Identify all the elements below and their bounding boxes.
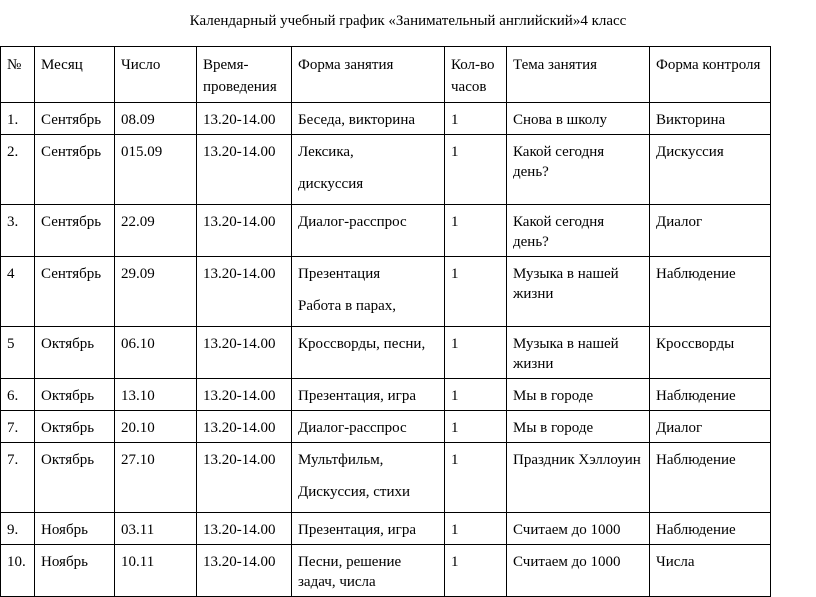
document-title: Календарный учебный график «Занимательный английский»4 класс [189, 13, 627, 29]
table-row [1, 327, 771, 379]
lesson-form-cell: Презентация, игра [292, 379, 445, 411]
time-cell: 13.20-14.00 [197, 379, 292, 411]
control-form-cell: Викторина [650, 103, 771, 135]
header-cell: Форма занятия [292, 47, 445, 103]
row-number-cell: 6. [1, 379, 35, 411]
date-cell: 29.09 [115, 257, 197, 327]
header-cell: Время- проведения [197, 47, 292, 103]
date-cell: 22.09 [115, 205, 197, 257]
table-row [1, 379, 771, 411]
row-number-cell: 7. [1, 411, 35, 443]
time-cell: 13.20-14.00 [197, 513, 292, 545]
time-cell: 13.20-14.00 [197, 103, 292, 135]
hours-cell: 1 [445, 411, 507, 443]
month-cell: Октябрь [35, 443, 115, 513]
hours-cell: 1 [445, 257, 507, 327]
row-number-cell: 3. [1, 205, 35, 257]
hours-cell: 1 [445, 379, 507, 411]
lesson-form-cell: Презентация Работа в парах, [292, 257, 445, 327]
lesson-form-cell: Лексика, дискуссия [292, 135, 445, 205]
topic-cell: Музыка в нашей жизни [507, 257, 650, 327]
month-cell: Сентябрь [35, 103, 115, 135]
control-form-cell: Наблюдение [650, 257, 771, 327]
hours-cell: 1 [445, 443, 507, 513]
control-form-cell: Наблюдение [650, 443, 771, 513]
row-number-cell: 4 [1, 257, 35, 327]
date-cell: 03.11 [115, 513, 197, 545]
header-cell: Месяц [35, 47, 115, 103]
date-cell: 27.10 [115, 443, 197, 513]
control-form-cell: Диалог [650, 205, 771, 257]
table-row [1, 545, 771, 597]
hours-cell: 1 [445, 327, 507, 379]
time-cell: 13.20-14.00 [197, 135, 292, 205]
month-cell: Ноябрь [35, 513, 115, 545]
lesson-form-cell: Кроссворды, песни, [292, 327, 445, 379]
header-cell: Форма контроля [650, 47, 771, 103]
topic-cell: Какой сегодня день? [507, 205, 650, 257]
schedule-table [0, 46, 771, 597]
control-form-cell: Наблюдение [650, 379, 771, 411]
time-cell: 13.20-14.00 [197, 327, 292, 379]
date-cell: 015.09 [115, 135, 197, 205]
time-cell: 13.20-14.00 [197, 205, 292, 257]
hours-cell: 1 [445, 205, 507, 257]
topic-cell: Мы в городе [507, 411, 650, 443]
lesson-form-cell: Диалог-расспрос [292, 411, 445, 443]
header-cell: № [1, 47, 35, 103]
date-cell: 10.11 [115, 545, 197, 597]
table-row [1, 443, 771, 513]
month-cell: Октябрь [35, 327, 115, 379]
row-number-cell: 1. [1, 103, 35, 135]
lesson-form-cell: Диалог-расспрос [292, 205, 445, 257]
header-cell: Число [115, 47, 197, 103]
table-body [1, 103, 771, 597]
hours-cell: 1 [445, 103, 507, 135]
topic-cell: Считаем до 1000 [507, 545, 650, 597]
lesson-form-cell: Презентация, игра [292, 513, 445, 545]
table-row [1, 135, 771, 205]
table-row [1, 103, 771, 135]
date-cell: 13.10 [115, 379, 197, 411]
table-row [1, 205, 771, 257]
table-row [1, 411, 771, 443]
row-number-cell: 2. [1, 135, 35, 205]
hours-cell: 1 [445, 513, 507, 545]
month-cell: Октябрь [35, 411, 115, 443]
time-cell: 13.20-14.00 [197, 443, 292, 513]
control-form-cell: Дискуссия [650, 135, 771, 205]
header-cell: Тема занятия [507, 47, 650, 103]
row-number-cell: 5 [1, 327, 35, 379]
lesson-form-cell: Мультфильм, Дискуссия, стихи [292, 443, 445, 513]
month-cell: Октябрь [35, 379, 115, 411]
header-row [1, 47, 771, 103]
month-cell: Ноябрь [35, 545, 115, 597]
row-number-cell: 9. [1, 513, 35, 545]
table-row [1, 513, 771, 545]
month-cell: Сентябрь [35, 135, 115, 205]
date-cell: 08.09 [115, 103, 197, 135]
row-number-cell: 7. [1, 443, 35, 513]
month-cell: Сентябрь [35, 205, 115, 257]
topic-cell: Считаем до 1000 [507, 513, 650, 545]
control-form-cell: Диалог [650, 411, 771, 443]
header-cell: Кол-во часов [445, 47, 507, 103]
topic-cell: Какой сегодня день? [507, 135, 650, 205]
hours-cell: 1 [445, 135, 507, 205]
control-form-cell: Наблюдение [650, 513, 771, 545]
month-cell: Сентябрь [35, 257, 115, 327]
lesson-form-cell: Беседа, викторина [292, 103, 445, 135]
time-cell: 13.20-14.00 [197, 257, 292, 327]
lesson-form-cell: Песни, решение задач, числа [292, 545, 445, 597]
topic-cell: Праздник Хэллоуин [507, 443, 650, 513]
control-form-cell: Числа [650, 545, 771, 597]
topic-cell: Музыка в нашей жизни [507, 327, 650, 379]
row-number-cell: 10. [1, 545, 35, 597]
date-cell: 06.10 [115, 327, 197, 379]
topic-cell: Снова в школу [507, 103, 650, 135]
date-cell: 20.10 [115, 411, 197, 443]
hours-cell: 1 [445, 545, 507, 597]
table-row [1, 257, 771, 327]
topic-cell: Мы в городе [507, 379, 650, 411]
time-cell: 13.20-14.00 [197, 411, 292, 443]
control-form-cell: Кроссворды [650, 327, 771, 379]
time-cell: 13.20-14.00 [197, 545, 292, 597]
